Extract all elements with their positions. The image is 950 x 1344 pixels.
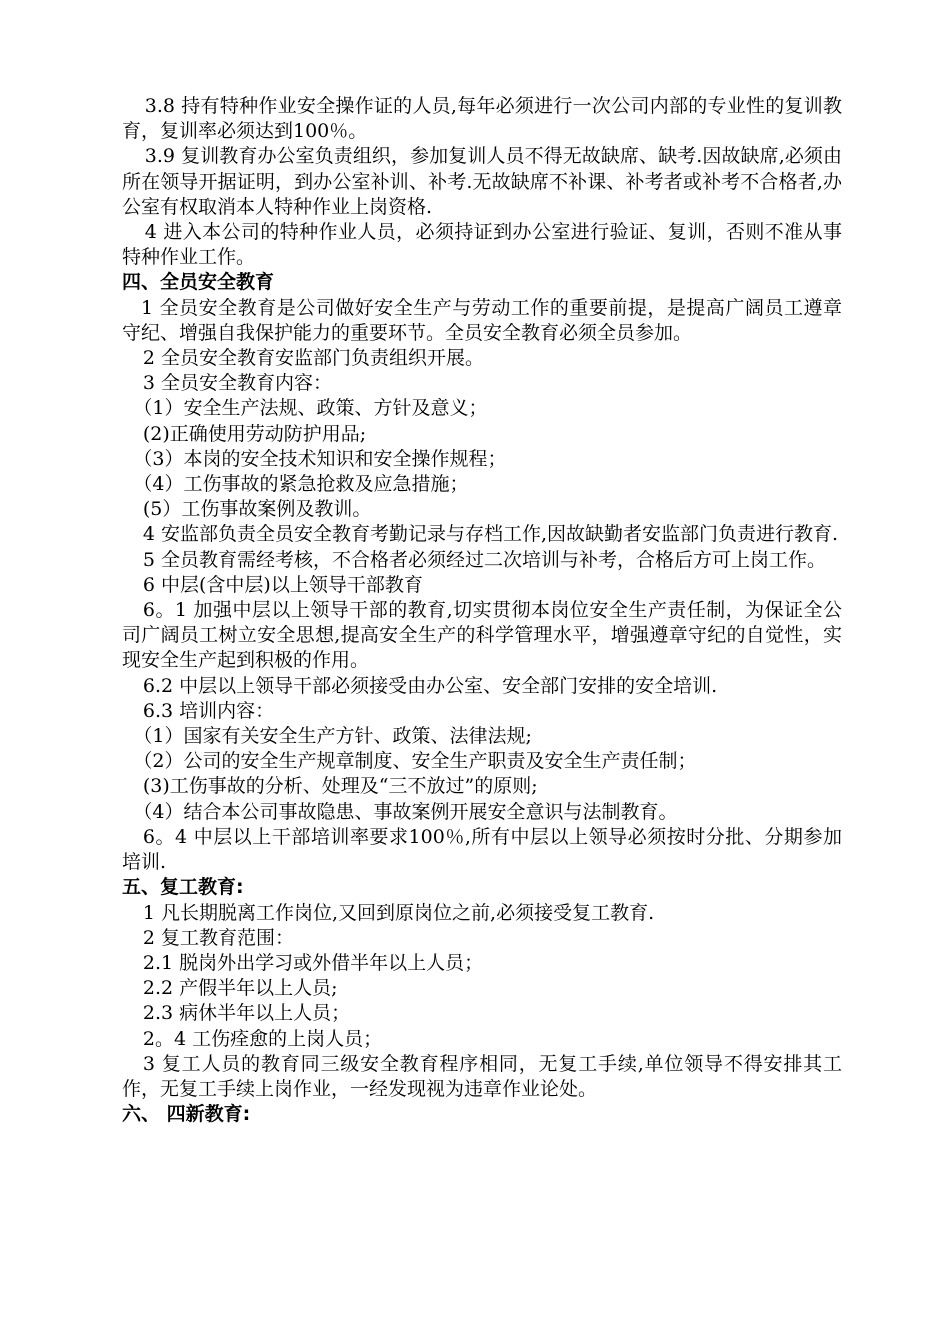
- paragraph-4-2: 2 全员安全教育安监部门负责组织开展。: [142, 347, 485, 370]
- paragraph-4-3: 3 全员安全教育内容：: [142, 372, 333, 395]
- paragraph-4: 4 进入本公司的特种作业人员，必须持证到办公室进行验证、复训，否则不准从事特种作业工作。: [122, 221, 842, 269]
- list-item: （4）工伤事故的紧急抢救及应急措施；: [133, 473, 469, 496]
- paragraph-6-1: 6。1 加强中层以上领导干部的教育,切实贯彻本岗位安全生产责任制，为保证全公司广阔员工树立安全思想,提高安全生产的科学管理水平，增强遵章守纪的自觉性，实现安全生产起到积极的作用。: [122, 599, 842, 672]
- paragraph-5-2: 2 复工教育范围：: [142, 926, 295, 949]
- list-item: 2.3 病休半年以上人员；: [142, 1002, 351, 1025]
- paragraph-5-3: 3 复工人员的教育同三级安全教育程序相同，无复工手续,单位领导不得安排其工作，无复工手续上岗作业，一经发现视为违章作业论处。: [122, 1052, 842, 1100]
- list-item: (5）工伤事故案例及教训。: [142, 498, 372, 521]
- list-item: （1）安全生产法规、政策、方针及意义；: [133, 397, 488, 420]
- paragraph-6-4: 6。4 中层以上干部培训率要求100％,所有中层以上领导必须按时分批、分期参加培训.: [122, 825, 842, 874]
- list-item: （2）公司的安全生产规章制度、安全生产职责及安全生产责任制；: [133, 750, 697, 773]
- document-body: [122, 94, 842, 1127]
- paragraph-4-5: 5 全员教育需经考核，不合格者必须经过二次培训与补考，合格后方可上岗工作。: [142, 548, 827, 571]
- list-item: 2.1 脱岗外出学习或外借半年以上人员；: [142, 951, 484, 974]
- list-item: (2)正确使用劳动防护用品;: [142, 422, 367, 445]
- list-item: （1）国家有关安全生产方针、政策、法律法规;: [133, 725, 532, 748]
- list-item: 2。4 工伤痊愈的上岗人员；: [142, 1027, 383, 1050]
- list-item: (3)工伤事故的分析、处理及“三不放过”的原则;: [142, 775, 538, 798]
- list-item: （3）本岗的安全技术知识和安全操作规程；: [133, 447, 507, 470]
- section-heading-6: 六、 四新教育:: [122, 1103, 251, 1126]
- section-heading-5: 五、复工教育:: [122, 876, 244, 899]
- paragraph-6-2: 6.2 中层以上领导干部必须接受由办公室、安全部门安排的安全培训.: [142, 674, 718, 697]
- section-heading-4: 四、全员安全教育: [122, 271, 275, 294]
- paragraph-4-1: 1 全员安全教育是公司做好安全生产与劳动工作的重要前提，是提高广阔员工遵章守纪、增强自我保护能力的重要环节。全员安全教育必须全员参加。: [122, 296, 842, 344]
- paragraph-4-4: 4 安监部负责全员安全教育考勤记录与存档工作,因故缺勤者安监部门负责进行教育.: [142, 523, 839, 546]
- paragraph-3-8: 3.8 持有特种作业安全操作证的人员,每年必须进行一次公司内部的专业性的复训教育，复训率必须达到100％。: [122, 95, 842, 143]
- list-item: 2.2 产假半年以上人员;: [142, 977, 338, 1000]
- list-item: （4）结合本公司事故隐患、事故案例开展安全意识与法制教育。: [133, 800, 678, 823]
- paragraph-6-3: 6.3 培训内容：: [142, 699, 275, 722]
- paragraph-3-9: 3.9 复训教育办公室负责组织，参加复训人员不得无故缺席、缺考.因故缺席,必须由所在领导开据证明，到办公室补训、补考.无故缺席不补课、补考者或补考不合格者,办公室有权取消本人特种作业上岗资格.: [122, 145, 842, 218]
- paragraph-5-1: 1 凡长期脱离工作岗位,又回到原岗位之前,必须接受复工教育.: [142, 901, 655, 924]
- paragraph-4-6: 6 中层(含中层)以上领导干部教育: [142, 573, 423, 596]
